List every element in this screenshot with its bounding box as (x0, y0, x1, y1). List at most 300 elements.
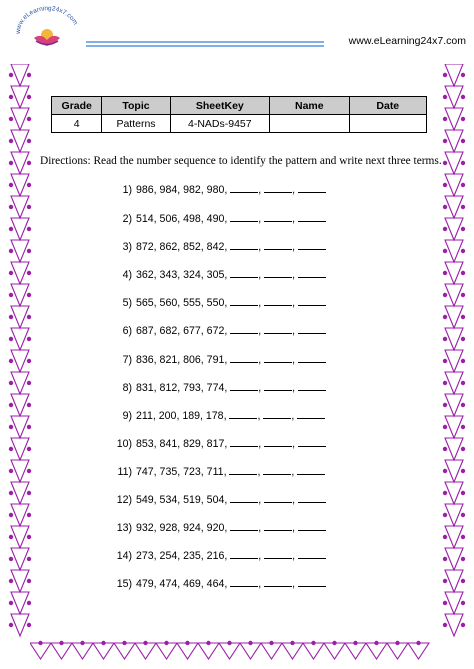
answer-blank[interactable] (298, 493, 326, 503)
border-triangle (114, 643, 135, 659)
border-triangle (198, 643, 219, 659)
border-triangle (11, 108, 29, 130)
border-dot (27, 117, 31, 121)
answer-blank[interactable] (230, 296, 258, 306)
answer-blank[interactable] (264, 549, 292, 559)
border-dot (443, 381, 447, 385)
border-dot (9, 139, 13, 143)
border-dot (9, 315, 13, 319)
problem-item: 12) 549, 534, 519, 504, , , (110, 493, 326, 506)
border-dot (9, 227, 13, 231)
problem-item: 6) 687, 682, 677, 672, , , (110, 324, 326, 337)
border-dot (27, 337, 31, 341)
border-dot (9, 403, 13, 407)
border-dot (461, 535, 465, 539)
problem-number: 15) (116, 578, 132, 590)
problem-terms: 565, 560, 555, 550, (136, 297, 228, 309)
border-right (442, 64, 466, 656)
border-dot (332, 641, 336, 645)
border-dot (206, 641, 210, 645)
border-triangle (11, 372, 29, 394)
border-triangle (445, 592, 463, 614)
problem-terms: 273, 254, 235, 216, (136, 550, 228, 562)
border-dot (443, 425, 447, 429)
answer-blank[interactable] (298, 183, 326, 193)
site-logo (14, 4, 80, 52)
border-dot (443, 403, 447, 407)
header-sheetkey: SheetKey (170, 97, 269, 115)
border-triangle (261, 643, 282, 659)
border-triangle (11, 86, 29, 108)
border-dot (461, 183, 465, 187)
header-divider-bottom (86, 45, 324, 47)
answer-blank[interactable] (264, 353, 292, 363)
problem-terms: 747, 735, 723, 711, (136, 466, 227, 478)
border-dot (443, 117, 447, 121)
answer-blank[interactable] (264, 183, 292, 193)
border-dot (9, 491, 13, 495)
border-dot (27, 425, 31, 429)
header-date: Date (349, 97, 426, 115)
border-dot (9, 337, 13, 341)
border-dot (311, 641, 315, 645)
problem-number: 10) (116, 438, 132, 450)
border-dot (443, 249, 447, 253)
border-dot (9, 271, 13, 275)
border-triangle (366, 643, 387, 659)
problem-item: 11) 747, 735, 723, 711, , , (110, 465, 325, 478)
border-dot (27, 293, 31, 297)
border-dot (461, 205, 465, 209)
border-dot (101, 641, 105, 645)
answer-blank[interactable] (230, 493, 258, 503)
border-dot (443, 623, 447, 627)
border-dot (461, 293, 465, 297)
problem-number: 7) (122, 354, 132, 366)
border-triangle (11, 460, 29, 482)
problem-item: 14) 273, 254, 235, 216, , , (110, 549, 326, 562)
border-dot (461, 359, 465, 363)
border-triangle (156, 643, 177, 659)
problem-number: 8) (122, 382, 132, 394)
problem-item: 5) 565, 560, 555, 550, , , (110, 296, 326, 309)
border-dot (443, 271, 447, 275)
border-dot (227, 641, 231, 645)
border-dot (27, 271, 31, 275)
border-dot (27, 161, 31, 165)
border-triangle (11, 306, 29, 328)
problem-item: 3) 872, 862, 852, 842, , , (110, 240, 326, 253)
border-triangle (11, 548, 29, 570)
answer-blank[interactable] (298, 240, 326, 250)
border-dot (9, 425, 13, 429)
answer-blank[interactable] (230, 353, 258, 363)
border-triangle (445, 262, 463, 284)
border-dot (27, 535, 31, 539)
border-dot (27, 315, 31, 319)
answer-blank[interactable] (298, 437, 326, 447)
answer-blank[interactable] (264, 212, 292, 222)
answer-blank[interactable] (264, 381, 292, 391)
answer-blank[interactable] (298, 296, 326, 306)
border-dot (443, 469, 447, 473)
problem-number: 6) (122, 325, 132, 337)
name-field[interactable] (270, 115, 350, 133)
answer-blank[interactable] (298, 549, 326, 559)
border-dot (461, 469, 465, 473)
border-dot (9, 601, 13, 605)
border-dot (443, 535, 447, 539)
border-dot (443, 161, 447, 165)
topic-value: Patterns (102, 115, 170, 133)
border-triangle (445, 570, 463, 592)
border-triangle (445, 284, 463, 306)
border-triangle (445, 504, 463, 526)
border-dot (27, 491, 31, 495)
header-name: Name (270, 97, 350, 115)
border-dot (9, 447, 13, 451)
border-triangle (345, 643, 366, 659)
header-topic: Topic (102, 97, 170, 115)
border-dot (9, 513, 13, 517)
border-triangle (445, 108, 463, 130)
answer-blank[interactable] (264, 324, 292, 334)
problem-number: 5) (122, 297, 132, 309)
border-triangle (445, 86, 463, 108)
border-triangle (387, 643, 408, 659)
answer-blank[interactable] (298, 212, 326, 222)
border-dot (443, 139, 447, 143)
answer-blank[interactable] (230, 577, 258, 587)
answer-blank[interactable] (297, 409, 325, 419)
problem-terms: 211, 200, 189, 178, (136, 410, 227, 422)
info-header-row (52, 97, 427, 115)
border-triangle (445, 64, 463, 86)
border-triangle (11, 416, 29, 438)
border-dot (443, 73, 447, 77)
problem-number: 1) (122, 184, 132, 196)
border-triangle (445, 218, 463, 240)
answer-blank[interactable] (298, 353, 326, 363)
border-triangle (11, 196, 29, 218)
border-dot (38, 641, 42, 645)
answer-blank[interactable] (263, 465, 291, 475)
info-value-row (52, 115, 427, 133)
border-triangle (445, 174, 463, 196)
border-dot (143, 641, 147, 645)
border-dot (443, 359, 447, 363)
border-dot (9, 161, 13, 165)
border-bottom (30, 640, 444, 662)
answer-blank[interactable] (298, 577, 326, 587)
problem-terms: 932, 928, 924, 920, (136, 522, 228, 534)
problem-item: 7) 836, 821, 806, 791, , , (110, 353, 326, 366)
border-triangle (240, 643, 261, 659)
border-triangle (445, 416, 463, 438)
border-triangle (11, 526, 29, 548)
border-dot (461, 227, 465, 231)
site-url: www.eLearning24x7.com (348, 35, 466, 47)
answer-blank[interactable] (263, 409, 291, 419)
problem-item: 15) 479, 474, 469, 464, , , (110, 577, 326, 590)
border-dot (461, 95, 465, 99)
problem-item: 13) 932, 928, 924, 920, , , (110, 521, 326, 534)
answer-blank[interactable] (229, 409, 257, 419)
border-dot (461, 601, 465, 605)
border-triangle (11, 130, 29, 152)
border-triangle (324, 643, 345, 659)
answer-blank[interactable] (264, 437, 292, 447)
border-dot (9, 557, 13, 561)
border-dot (27, 381, 31, 385)
answer-blank[interactable] (298, 324, 326, 334)
problem-terms: 362, 343, 324, 305, (136, 269, 228, 281)
problem-terms: 836, 821, 806, 791, (136, 354, 228, 366)
border-triangle (219, 643, 240, 659)
answer-blank[interactable] (230, 381, 258, 391)
border-dot (9, 623, 13, 627)
border-triangle (11, 394, 29, 416)
border-dot (27, 73, 31, 77)
answer-blank[interactable] (230, 183, 258, 193)
border-triangle (445, 460, 463, 482)
border-dot (27, 359, 31, 363)
border-dot (461, 447, 465, 451)
problem-number: 3) (122, 241, 132, 253)
problem-number: 9) (122, 410, 132, 422)
date-field[interactable] (349, 115, 426, 133)
border-dot (27, 183, 31, 187)
answer-blank[interactable] (264, 493, 292, 503)
border-dot (443, 337, 447, 341)
problem-item: 1) 986, 984, 982, 980, , , (110, 183, 326, 196)
sheetkey-value: 4-NADs-9457 (170, 115, 269, 133)
problem-number: 12) (116, 494, 132, 506)
problem-terms: 986, 984, 982, 980, (136, 184, 228, 196)
problem-number: 11) (117, 466, 132, 478)
border-triangle (445, 548, 463, 570)
border-triangle (445, 152, 463, 174)
border-triangle (11, 262, 29, 284)
problem-terms: 687, 682, 677, 672, (136, 325, 228, 337)
border-dot (185, 641, 189, 645)
border-dot (80, 641, 84, 645)
border-dot (27, 623, 31, 627)
answer-blank[interactable] (230, 212, 258, 222)
border-dot (461, 425, 465, 429)
border-dot (59, 641, 63, 645)
border-triangle (11, 614, 29, 636)
border-dot (122, 641, 126, 645)
border-triangle (11, 592, 29, 614)
header-grade: Grade (52, 97, 102, 115)
border-dot (416, 641, 420, 645)
border-dot (443, 557, 447, 561)
border-dot (461, 403, 465, 407)
border-dot (461, 271, 465, 275)
answer-blank[interactable] (264, 577, 292, 587)
border-triangle (11, 284, 29, 306)
border-dot (27, 249, 31, 253)
border-dot (443, 183, 447, 187)
border-dot (461, 337, 465, 341)
border-dot (27, 469, 31, 473)
border-dot (461, 381, 465, 385)
border-dot (461, 249, 465, 253)
border-dot (9, 469, 13, 473)
answer-blank[interactable] (264, 268, 292, 278)
problem-number: 13) (116, 522, 132, 534)
border-dot (461, 491, 465, 495)
border-dot (395, 641, 399, 645)
border-triangle (177, 643, 198, 659)
problem-item: 10) 853, 841, 829, 817, , , (110, 437, 326, 450)
grade-value: 4 (52, 115, 102, 133)
answer-blank[interactable] (264, 296, 292, 306)
border-triangle (135, 643, 156, 659)
border-dot (27, 579, 31, 583)
border-dot (443, 601, 447, 605)
border-triangle (445, 482, 463, 504)
border-dot (27, 513, 31, 517)
border-dot (374, 641, 378, 645)
border-triangle (72, 643, 93, 659)
border-left (8, 64, 32, 656)
border-triangle (445, 306, 463, 328)
border-triangle (30, 643, 51, 659)
border-dot (9, 579, 13, 583)
answer-blank[interactable] (230, 240, 258, 250)
border-triangle (11, 350, 29, 372)
answer-blank[interactable] (264, 240, 292, 250)
border-dot (443, 205, 447, 209)
border-dot (461, 513, 465, 517)
border-dot (443, 513, 447, 517)
problem-terms: 831, 812, 793, 774, (136, 382, 228, 394)
answer-blank[interactable] (297, 465, 325, 475)
border-triangle (11, 438, 29, 460)
border-triangle (11, 152, 29, 174)
border-triangle (51, 643, 72, 659)
border-dot (9, 381, 13, 385)
problem-terms: 479, 474, 469, 464, (136, 578, 228, 590)
problem-item: 2) 514, 506, 498, 490, , , (110, 212, 326, 225)
border-dot (164, 641, 168, 645)
border-dot (27, 227, 31, 231)
border-dot (290, 641, 294, 645)
answer-blank[interactable] (298, 521, 326, 531)
directions-text: Directions: Read the number sequence to identify the pattern and write next three terms. (40, 155, 442, 167)
border-dot (443, 293, 447, 297)
border-triangle (445, 240, 463, 262)
border-triangle (11, 240, 29, 262)
border-dot (443, 579, 447, 583)
problem-terms: 872, 862, 852, 842, (136, 241, 228, 253)
border-dot (353, 641, 357, 645)
problem-number: 2) (122, 213, 132, 225)
border-dot (9, 183, 13, 187)
border-triangle (445, 130, 463, 152)
problem-terms: 549, 534, 519, 504, (136, 494, 228, 506)
header-divider-top (86, 41, 324, 43)
border-dot (9, 293, 13, 297)
problem-item: 9) 211, 200, 189, 178, , , (110, 409, 325, 422)
border-dot (27, 447, 31, 451)
answer-blank[interactable] (230, 437, 258, 447)
answer-blank[interactable] (230, 324, 258, 334)
border-dot (27, 95, 31, 99)
border-triangle (445, 350, 463, 372)
border-dot (461, 623, 465, 627)
border-dot (269, 641, 273, 645)
answer-blank[interactable] (230, 521, 258, 531)
border-triangle (11, 218, 29, 240)
worksheet-info-table (51, 96, 427, 133)
border-dot (443, 95, 447, 99)
problem-item: 4) 362, 343, 324, 305, , , (110, 268, 326, 281)
border-triangle (445, 372, 463, 394)
problem-item: 8) 831, 812, 793, 774, , , (110, 381, 326, 394)
border-dot (9, 95, 13, 99)
border-triangle (11, 64, 29, 86)
border-triangle (445, 196, 463, 218)
border-triangle (445, 614, 463, 636)
answer-blank[interactable] (230, 549, 258, 559)
answer-blank[interactable] (230, 268, 258, 278)
border-dot (27, 557, 31, 561)
border-triangle (445, 394, 463, 416)
border-dot (461, 139, 465, 143)
border-triangle (11, 504, 29, 526)
problem-terms: 514, 506, 498, 490, (136, 213, 228, 225)
border-triangle (445, 438, 463, 460)
border-dot (9, 249, 13, 253)
border-dot (443, 447, 447, 451)
border-dot (461, 117, 465, 121)
border-dot (248, 641, 252, 645)
border-dot (461, 315, 465, 319)
problem-number: 14) (116, 550, 132, 562)
border-dot (9, 359, 13, 363)
border-dot (27, 403, 31, 407)
border-triangle (11, 328, 29, 350)
border-dot (27, 601, 31, 605)
border-triangle (11, 570, 29, 592)
border-triangle (303, 643, 324, 659)
border-dot (27, 205, 31, 209)
border-dot (443, 315, 447, 319)
border-dot (461, 73, 465, 77)
border-triangle (282, 643, 303, 659)
border-dot (9, 205, 13, 209)
answer-blank[interactable] (264, 521, 292, 531)
answer-blank[interactable] (298, 268, 326, 278)
border-triangle (445, 328, 463, 350)
border-dot (461, 557, 465, 561)
border-dot (27, 139, 31, 143)
border-triangle (445, 526, 463, 548)
answer-blank[interactable] (229, 465, 257, 475)
border-triangle (11, 174, 29, 196)
problem-terms: 853, 841, 829, 817, (136, 438, 228, 450)
border-triangle (11, 482, 29, 504)
border-dot (443, 491, 447, 495)
logo-text: www.eLearning24x7.com (14, 5, 79, 35)
answer-blank[interactable] (298, 381, 326, 391)
border-dot (9, 535, 13, 539)
border-dot (9, 73, 13, 77)
border-dot (9, 117, 13, 121)
